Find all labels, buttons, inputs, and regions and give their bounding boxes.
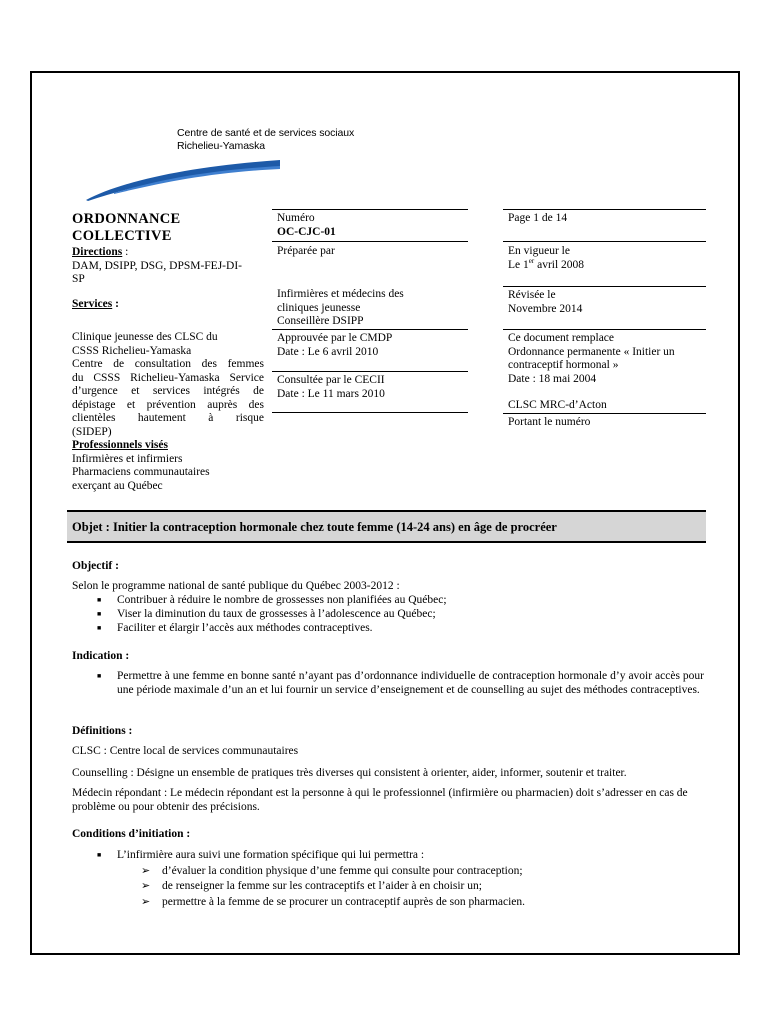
indication-text: Permettre à une femme en bonne santé n’ayant pas d’ordonnance individuelle de contraception hormonale d’y avoir accès pour une période maximale d’un an et lui fournir un service d’enseignement et de counselling au sujet des méthodes contraceptives. [117,670,704,696]
bullet-icon: ■ [97,610,102,618]
list-item: Faciliter et élargir l’accès aux méthodes contraceptives. [117,622,373,634]
definition-counselling: Counselling : Désigne un ensemble de pratiques très diverses qui consistent à orienter, aider, informer, soutenir et traiter. [72,767,627,779]
list-item: permettre à la femme de se procurer un contraceptif auprès de son pharmacien. [162,896,526,908]
directions-value: DAM, DSIPP, DSG, DPSM-FEJ-DI- [72,259,242,272]
logo-line-1: Centre de santé et de services sociaux [177,127,355,139]
bullet-icon: ■ [97,851,102,859]
clsc-acton: CLSC MRC-d’Acton [508,399,607,411]
objet-text: Objet : Initier la contraception hormonale chez toute femme (14-24 ans) en âge de procréer [72,520,557,534]
list-item: de renseigner la femme sur les contraceptifs et l’aider à en choisir un; [162,880,482,892]
rule [272,412,468,413]
approuvee-block: Approuvée par le CMDP Date : Le 6 avril 2010 [277,332,393,358]
list-item: d’évaluer la condition physique d’une femme qui consulte pour contraception; [162,865,523,877]
vigueur-block: En vigueur le Le 1er avril 2008 [508,245,585,271]
logo-text [177,127,354,152]
arrow-bullet-icon: ➢ [141,895,151,908]
logo-swoosh-icon [84,158,284,202]
rule [272,371,468,372]
objectif-intro: Selon le programme national de santé publique du Québec 2003-2012 : [72,580,400,592]
portant-numero: Portant le numéro [508,416,591,428]
arrow-bullet-icon: ➢ [141,879,151,892]
doc-title: ORDONNANCE COLLECTIVE [72,211,181,244]
arrow-bullet-icon: ➢ [141,864,151,877]
bullet-icon: ■ [97,672,102,680]
list-item: Viser la diminution du taux de grossesses à l’adolescence au Québec; [117,608,436,620]
definition-clsc: CLSC : Centre local de services communautaires [72,745,299,757]
logo-line-2: Richelieu-Yamaska [177,139,265,152]
consultee-block: Consultée par le CECII Date : Le 11 mars 2010 [277,374,385,400]
indication-heading: Indication : [72,650,130,662]
revisee-block: Révisée le Novembre 2014 [508,289,583,315]
objet-banner [67,510,706,543]
bullet-icon: ■ [97,596,102,604]
objectif-heading: Objectif : [72,560,119,572]
preparee-value: Infirmières et médecins des cliniques jeunesse Conseillère DSIPP [277,288,404,327]
rule [503,209,706,210]
remplace-block: Ce document remplace Ordonnance permanente « Initier un contraceptif hormonal » Date : 18 mai 2004 [508,332,675,385]
list-item: Contribuer à réduire le nombre de grossesses non planifiées au Québec; [117,594,447,606]
directions-block: Directions : DAM, DSIPP, DSG, DPSM-FEJ-DI- SP [72,246,266,287]
rule [272,329,468,330]
services-list: Clinique jeunesse des CLSC du CSSS Richelieu-Yamaska Centre de consultation des femmes du CSSS Richelieu-Yamaska Service d’urgence et services intégrés de dépistage et prévention auprès des clientèles hautement à risque (SIDEP) [72,331,264,438]
definitions-heading: Définitions : [72,725,133,737]
rule [503,286,706,287]
professionals-block: Professionnels visés Infirmières et infirmiers Pharmaciens communautaires exerçant au Québec [72,439,210,492]
services-heading: Services : [72,298,119,310]
rule [272,209,468,210]
definition-medecin: Médecin répondant : Le médecin répondant est la personne à qui le professionnel (infirmière ou pharmacien) doit s’adresser en cas de problème ou pour obtenir des précisions. [72,787,688,813]
directions-label: Directions [72,246,123,258]
rule [503,413,706,414]
page-count: Page 1 de 14 [508,212,568,224]
numero-block: Numéro OC-CJC-01 [277,212,336,238]
professionals-label: Professionnels visés [72,439,168,451]
preparee-label: Préparée par [277,245,335,257]
bullet-icon: ■ [97,624,102,632]
document-number: OC-CJC-01 [277,225,336,238]
conditions-heading: Conditions d’initiation : [72,828,191,840]
rule [272,241,468,242]
list-item: L’infirmière aura suivi une formation spécifique qui lui permettra : [117,849,425,861]
rule [503,241,706,242]
rule [503,329,706,330]
